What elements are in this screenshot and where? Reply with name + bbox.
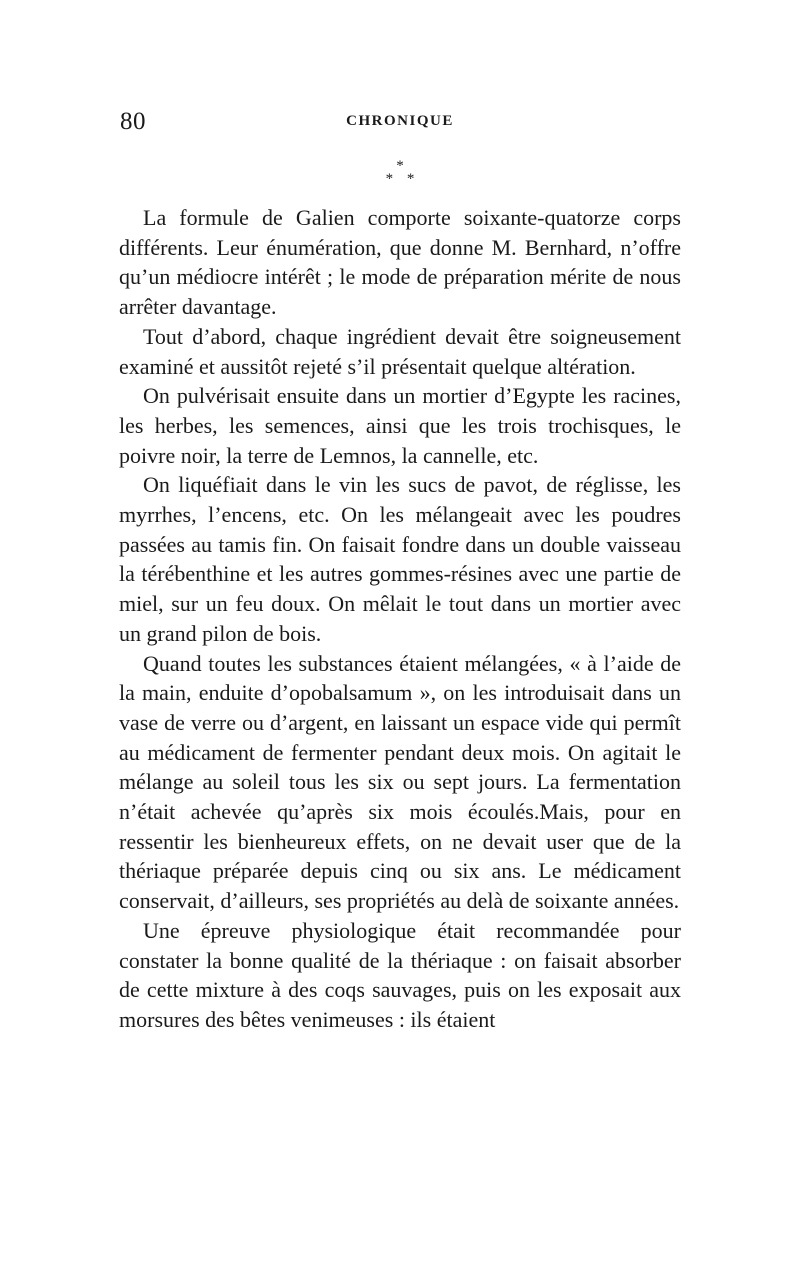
page-header (120, 108, 680, 144)
page-number: 80 (120, 108, 146, 135)
paragraph-pulverising: On pulvérisait ensuite dans un mortier d’Egypte les racines, les herbes, les semences, ainsi que les trois trochisques, le poivre noir, la terre de Lemnos, la cannelle, etc. (119, 383, 681, 468)
paragraph-fermentation: Quand toutes les substances étaient mélangées, « à l’aide de la main, enduite d’opobalsamum », on les introduisait dans un vase de verre ou d’argent, en laissant un espace vide qui permît au médicament de fermenter pendant deux mois. On agitait le mélange au soleil tous les six ou sept jours. La fermentation n’était achevée qu’après six mois écoulés.Mais, pour en ressentir les bienheureux effets, on ne devait user que de la thériaque préparée depuis cinq ou six ans. Le médicament conservait, d’ailleurs, ses propriétés au delà de soixante années. (119, 650, 681, 914)
asterism-bottom: * * (385, 171, 415, 187)
body-text (119, 203, 681, 1035)
asterism-top: * (396, 158, 404, 174)
paragraph-galien-formula: La formule de Galien comporte soixante-quatorze corps différents. Leur énumération, que donne M. Bernhard, n’offre qu’un médiocre intérêt ; le mode de préparation mérite de nous arrêter davantage. (119, 205, 681, 320)
running-head: CHRONIQUE (346, 113, 454, 129)
paragraph-physiological-test: Une épreuve physiologique était recommandée pour constater la bonne qualité de la thériaque : on faisait absorber de cette mixture à des coqs sauvages, puis on les exposait aux morsures des bêtes venimeuses : ils étaient (119, 917, 681, 1032)
paragraph-liquefying: On liquéfiait dans le vin les sucs de pavot, de réglisse, les myrrhes, l’encens, etc. On les mélangeait avec les poudres passées au tamis fin. On faisait fondre dans un double vaisseau la térébenthine et les autres gommes-résines avec une partie de miel, sur un feu doux. On mêlait le tout dans un mortier avec un grand pilon de bois. (119, 472, 681, 646)
paragraph-ingredient-exam: Tout d’abord, chaque ingrédient devait être soigneusement examiné et aussitôt rejeté s’il présentait quelque altération. (119, 323, 681, 379)
section-separator (0, 160, 800, 186)
